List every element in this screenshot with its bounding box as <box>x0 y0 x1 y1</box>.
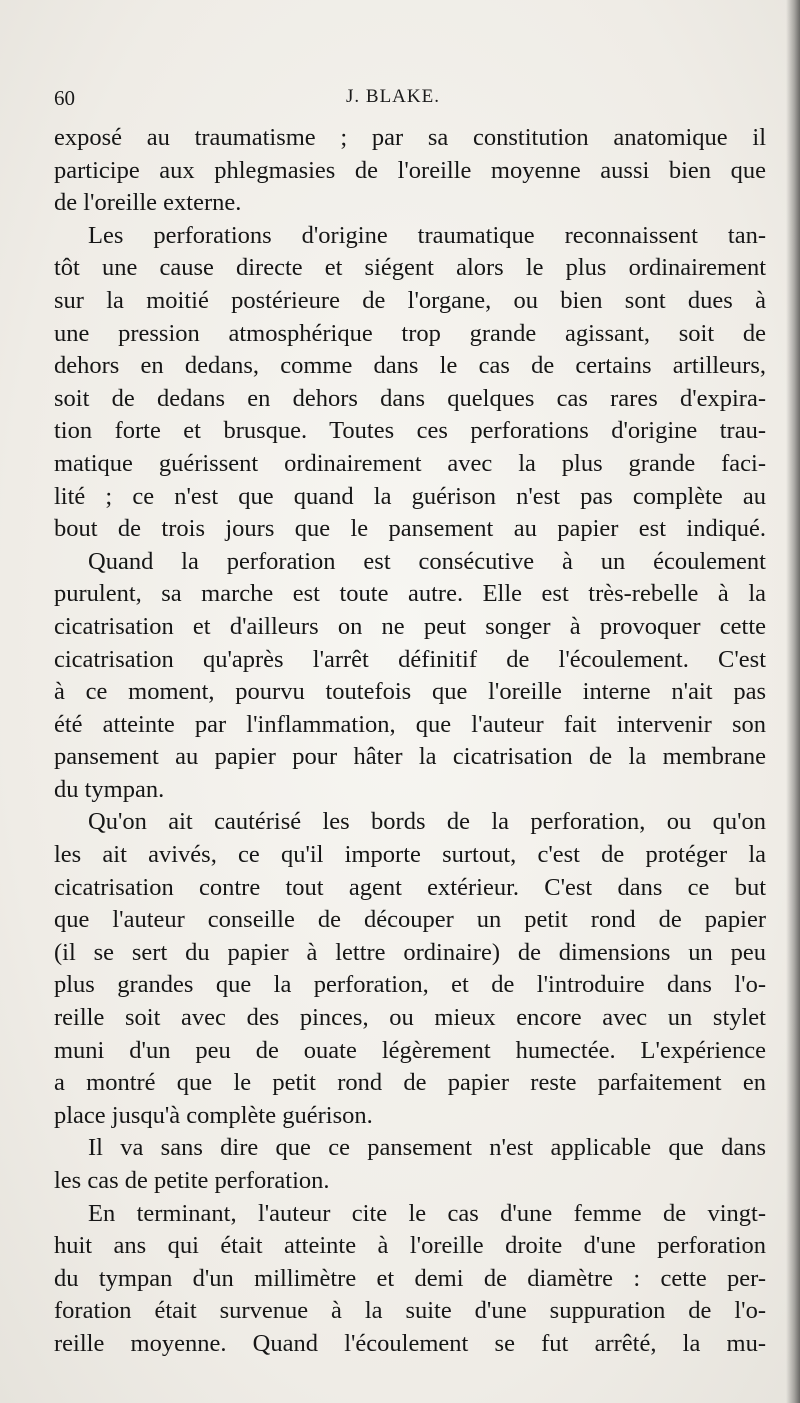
text-line: foration était survenue à la suite d'une suppuration de l'o- <box>54 1297 766 1325</box>
text-line: huit ans qui était atteinte à l'oreille droite d'une perforation <box>54 1232 766 1260</box>
text-line: cicatrisation qu'après l'arrêt définitif de l'écoulement. C'est <box>54 645 766 673</box>
text-line: du tympan. <box>54 775 165 803</box>
text-line: (il se sert du papier à lettre ordinaire) de dimensions un peu <box>54 938 766 966</box>
text-line: tôt une cause directe et siégent alors le plus ordinairement <box>54 254 766 282</box>
text-line: cicatrisation contre tout agent extérieur. C'est dans ce but <box>54 873 766 901</box>
text-line: a montré que le petit rond de papier reste parfaitement en <box>54 1069 766 1097</box>
running-head <box>54 86 760 116</box>
text-line: pansement au papier pour hâter la cicatrisation de la membrane <box>54 743 766 771</box>
text-line: reille moyenne. Quand l'écoulement se fut arrêté, la mu- <box>54 1329 766 1357</box>
text-line: plus grandes que la perforation, et de l'introduire dans l'o- <box>54 971 766 999</box>
text-line: à ce moment, pourvu toutefois que l'oreille interne n'ait pas <box>54 678 766 706</box>
text-line: dehors en dedans, comme dans le cas de certains artilleurs, <box>54 352 766 380</box>
text-line: du tympan d'un millimètre et demi de diamètre : cette per- <box>54 1264 766 1292</box>
paragraph-first-line: Il va sans dire que ce pansement n'est applicable que dans <box>88 1134 766 1162</box>
page-edge-shadow <box>786 0 800 1403</box>
paragraph-first-line: Les perforations d'origine traumatique reconnaissent tan- <box>88 221 766 249</box>
text-line: tion forte et brusque. Toutes ces perforations d'origine trau- <box>54 417 766 445</box>
text-line: participe aux phlegmasies de l'oreille moyenne aussi bien que <box>54 156 766 184</box>
text-line: de l'oreille externe. <box>54 189 242 217</box>
running-head-author: J. BLAKE. <box>346 86 440 107</box>
text-line: une pression atmosphérique trop grande agissant, soit de <box>54 319 766 347</box>
text-line: reille soit avec des pinces, ou mieux encore avec un stylet <box>54 1004 766 1032</box>
text-line: les cas de petite perforation. <box>54 1167 330 1194</box>
body-text <box>54 122 766 1361</box>
text-line: place jusqu'à complète guérison. <box>54 1101 373 1129</box>
text-line: exposé au traumatisme ; par sa constitution anatomique il <box>54 124 766 151</box>
text-line: les ait avivés, ce qu'il importe surtout, c'est de protéger la <box>54 841 766 869</box>
text-line: cicatrisation et d'ailleurs on ne peut songer à provoquer cette <box>54 612 766 640</box>
paragraph-first-line: Quand la perforation est consécutive à un écoulement <box>88 547 766 575</box>
text-line: soit de dedans en dehors dans quelques cas rares d'expira- <box>54 384 766 412</box>
page-number: 60 <box>54 86 75 110</box>
text-line: purulent, sa marche est toute autre. Elle est très-rebelle à la <box>54 580 766 608</box>
text-line: muni d'un peu de ouate légèrement humectée. L'expérience <box>54 1036 766 1064</box>
paragraph-first-line: Qu'on ait cautérisé les bords de la perforation, ou qu'on <box>88 808 766 836</box>
text-line: bout de trois jours que le pansement au papier est indiqué. <box>54 515 766 543</box>
text-line: que l'auteur conseille de découper un petit rond de papier <box>54 906 766 934</box>
text-line: été atteinte par l'inflammation, que l'auteur fait intervenir son <box>54 710 766 738</box>
paragraph-first-line: En terminant, l'auteur cite le cas d'une femme de vingt- <box>88 1199 766 1227</box>
text-line: lité ; ce n'est que quand la guérison n'est pas complète au <box>54 482 766 510</box>
text-line: matique guérissent ordinairement avec la plus grande faci- <box>54 449 766 477</box>
text-line: sur la moitié postérieure de l'organe, ou bien sont dues à <box>54 286 766 314</box>
